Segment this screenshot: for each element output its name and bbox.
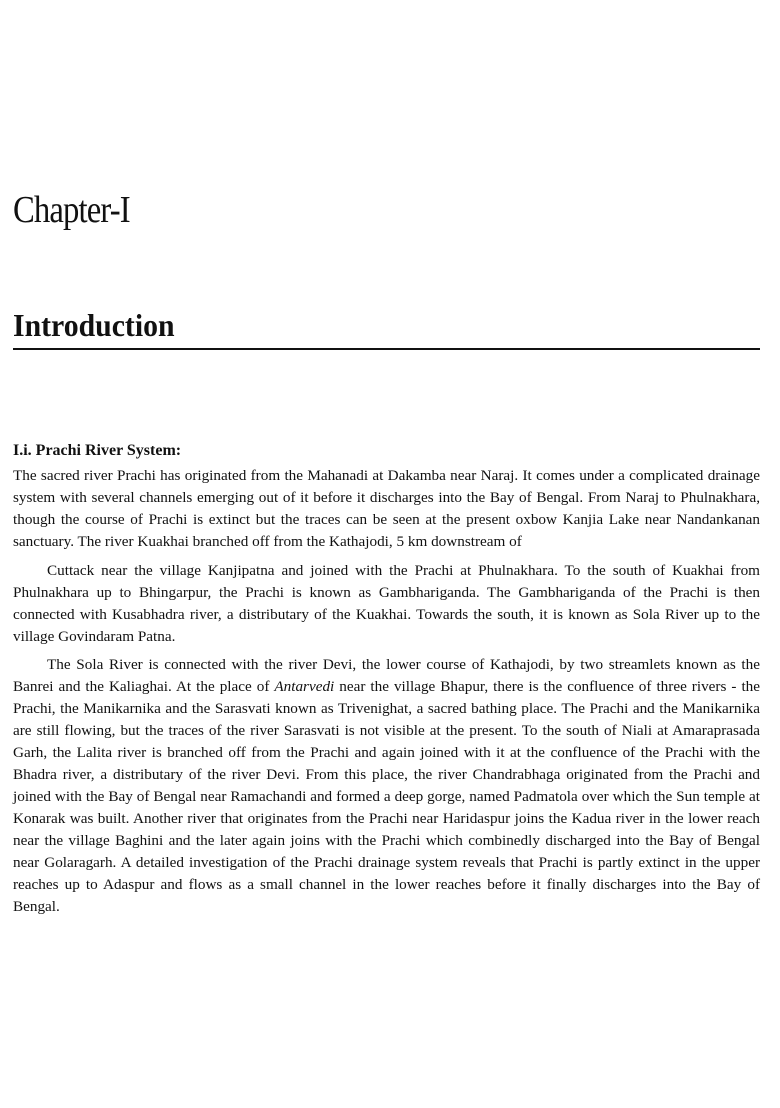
chapter-label: Chapter-I	[13, 189, 130, 231]
chapter-title: Introduction	[13, 307, 175, 343]
paragraph-2: Cuttack near the village Kanjipatna and joined with the Prachi at Phulnakhara. To the south of Kuakhai from Phulnakhara up to Bhingarpur, the Prachi is known as Gambhariganda. The Gambhariganda of the Prachi is then connected with Kusabhadra river, a distributary of the Kuakhai. Towards the south, it is known as Sola River up to the village Govindaram Patna.	[13, 562, 760, 645]
paragraph-3-text-start: The Sola River is connected with the river Devi, the lower course of Kathajodi, by two streamlets known as the Banrei and the Kaliaghai. At the place of	[13, 656, 760, 695]
paragraph-3-text-end: near the village Bhapur, there is the confluence of three rivers - the Prachi, the Manikarnika and the Sarasvati known as Trivenighat, a sacred bathing place. The Prachi and the Manikarnika are still flowing, but the traces of the river Sarasvati is not visible at the present. To the south of Niali at Amaraprasada Garh, the Lalita river is branched off from the Prachi and again joined with it at the confluence of the Prachi with the Bhadra river, a distributary of the river Devi. From this place, the river Chandrabhaga originated from the Prachi and joined with the Bay of Bengal near Ramachandi and formed a deep gorge, named Padmatola over which the Sun temple at Konarak was built. Another river that originates from the Prachi near Haridaspur joins the Kadua river in the lower reach near the village Baghini and the later again joins with the Prachi which combinedly discharged into the Bay of Bengal near Golaragarh. A detailed investigation of the Prachi drainage system reveals that Prachi is partly extinct in the upper reaches up to Adaspur and flows as a small channel in the lower reaches before it finally discharges into the Bay of Bengal.	[13, 678, 760, 915]
paragraph-1: The sacred river Prachi has originated from the Mahanadi at Dakamba near Naraj. It comes under a complicated drainage system with several channels emerging out of it before it discharges into the Bay of Bengal. From Naraj to Phulnakhara, though the course of Prachi is extinct but the traces can be seen at the present oxbow Kanjia Lake near Nandankanan sanctuary. The river Kuakhai branched off from the Kathajodi, 5 km downstream of	[13, 467, 760, 550]
body-text	[13, 465, 760, 924]
paragraph-3	[13, 654, 760, 918]
title-underline-rule	[13, 348, 760, 350]
paragraph-3-italic-term: Antarvedi	[274, 678, 335, 695]
section-heading: I.i. Prachi River System:	[13, 442, 182, 459]
